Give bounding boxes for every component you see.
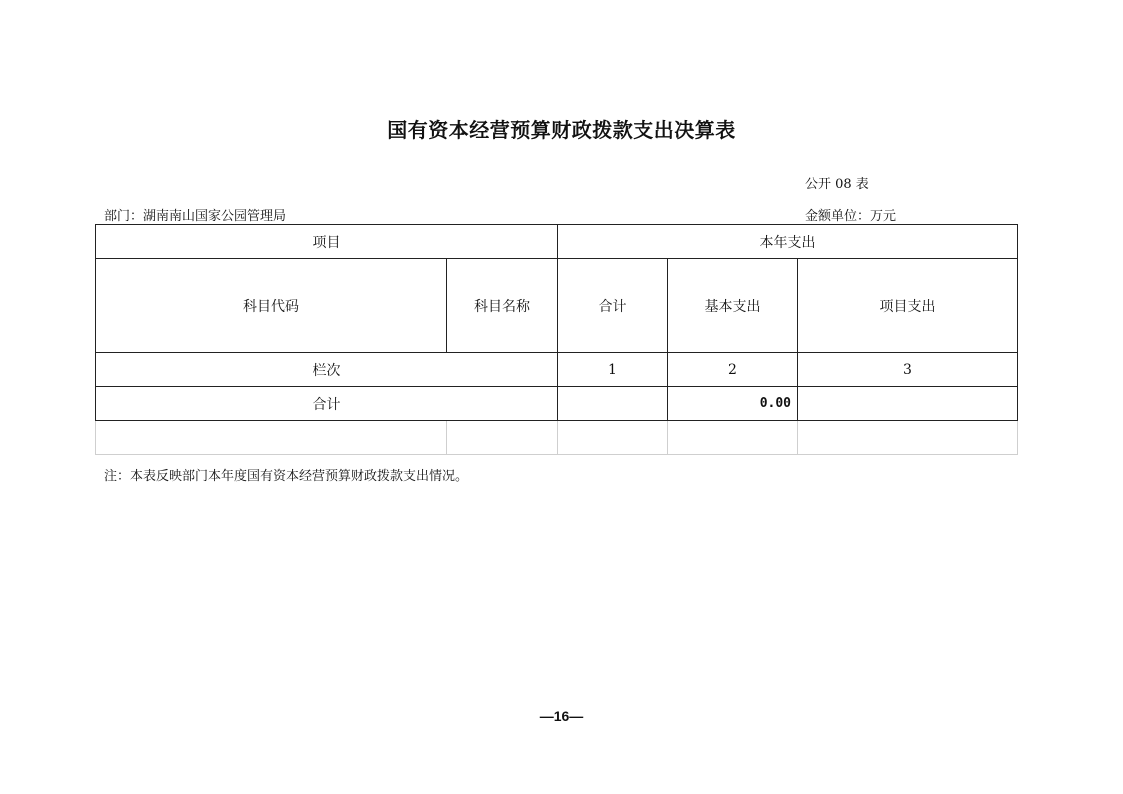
column-header-basic-expenditure: 基本支出 — [668, 259, 798, 353]
column-header-subject-code: 科目代码 — [96, 259, 447, 353]
table-column-header-row — [96, 259, 1018, 353]
empty-cell — [96, 421, 447, 455]
amount-unit-label: 金额单位：万元 — [805, 209, 897, 224]
empty-cell — [798, 421, 1018, 455]
project-amount-cell — [798, 387, 1018, 421]
basic-amount-cell: 0.00 — [668, 387, 798, 421]
index-value-cell: 3 — [798, 353, 1018, 387]
report-title: 国有资本经营预算财政拨款支出决算表 — [387, 118, 736, 142]
total-label-cell: 合计 — [96, 387, 558, 421]
empty-cell — [447, 421, 558, 455]
header-item-cell: 项目 — [96, 225, 558, 259]
expenditure-table — [95, 224, 1018, 455]
header-current-year-cell: 本年支出 — [558, 225, 1018, 259]
column-header-total: 合计 — [558, 259, 668, 353]
table-total-row — [96, 387, 1018, 421]
total-amount-cell — [558, 387, 668, 421]
index-value-cell: 1 — [558, 353, 668, 387]
table-empty-row — [96, 421, 1018, 455]
index-label-cell: 栏次 — [96, 353, 558, 387]
table-footnote: 注：本表反映部门本年度国有资本经营预算财政拨款支出情况。 — [104, 469, 469, 484]
index-value-cell: 2 — [668, 353, 798, 387]
page-number: —16— — [539, 708, 584, 724]
form-number: 公开 08 表 — [805, 177, 869, 192]
column-header-subject-name: 科目名称 — [447, 259, 558, 353]
column-header-project-expenditure: 项目支出 — [798, 259, 1018, 353]
empty-cell — [668, 421, 798, 455]
table-header-row — [96, 225, 1018, 259]
department-label: 部门：湖南南山国家公园管理局 — [104, 209, 287, 224]
table-index-row — [96, 353, 1018, 387]
empty-cell — [558, 421, 668, 455]
